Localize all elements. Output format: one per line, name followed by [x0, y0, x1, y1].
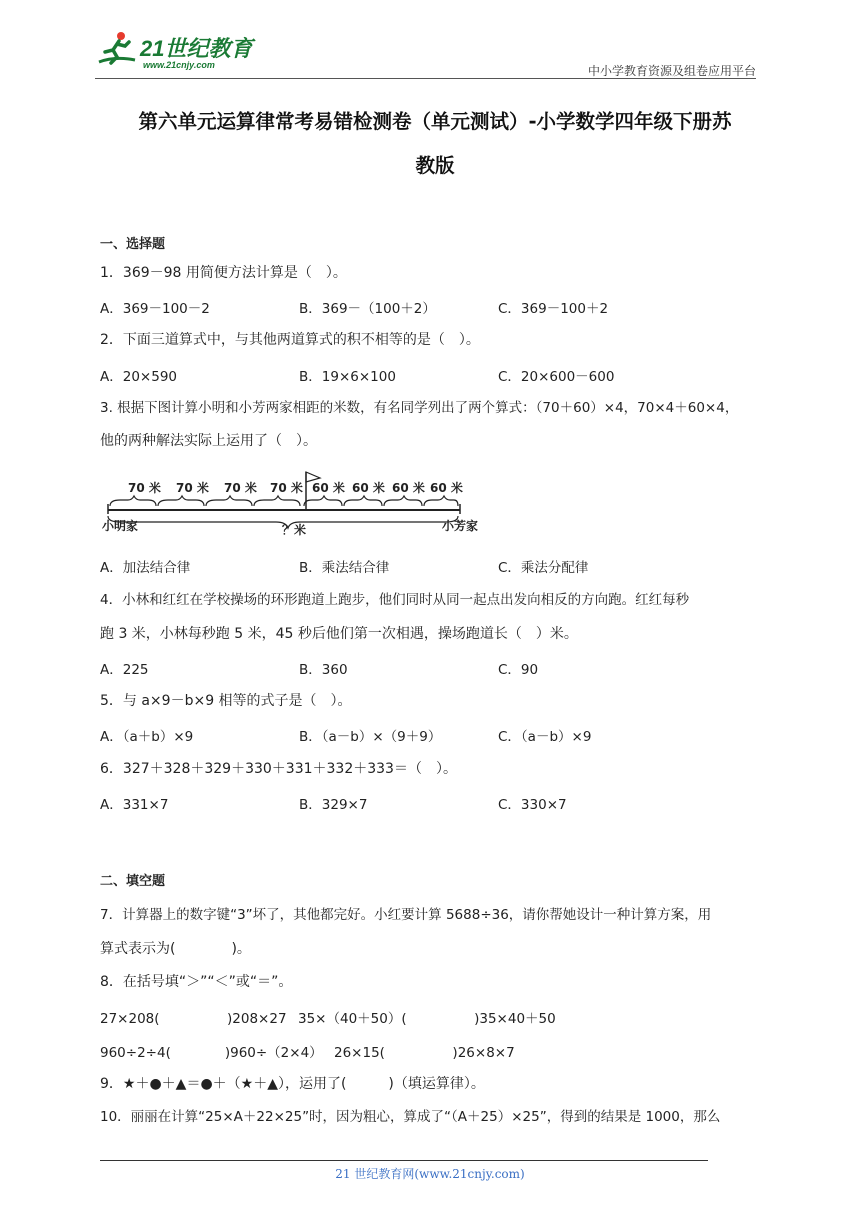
q5-option-a[interactable]: A．（a＋b）×9 — [100, 729, 194, 745]
question-7-line-1: 7．计算器上的数字键“3”坏了，其他都完好。小红要计算 5688÷36，请你帮她设计一种计算方案，用 — [100, 907, 712, 923]
segment-label-8: 60 米 — [430, 481, 463, 495]
q1-option-b[interactable]: B．369－（100＋2） — [299, 301, 436, 317]
question-6: 6．327＋328＋329＋330＋331＋332＋333＝（ ）。 — [100, 761, 457, 777]
q6-option-b[interactable]: B．329×7 — [299, 797, 368, 813]
q8-item-1: 27×208( )208×27 — [100, 1011, 287, 1027]
logo-url: www.21cnjy.com — [143, 60, 215, 70]
page-title-line-2: 教版 — [415, 154, 455, 177]
q3-option-a[interactable]: A．加法结合律 — [100, 560, 191, 576]
q4-option-b[interactable]: B．360 — [299, 662, 348, 678]
question-1: 1．369－98 用简便方法计算是（ ）。 — [100, 265, 347, 281]
page-header — [0, 0, 860, 80]
segment-label-2: 70 米 — [176, 481, 209, 495]
platform-name: 中小学教育资源及组卷应用平台 — [587, 64, 756, 78]
question-3-line-2: 他的两种解法实际上运用了（ ）。 — [100, 433, 317, 449]
logo-text: 21世纪教育 — [140, 36, 253, 61]
q3-option-b[interactable]: B．乘法结合律 — [299, 560, 390, 576]
q8-item-4: 26×15( )26×8×7 — [334, 1045, 515, 1061]
segment-label-5: 60 米 — [312, 481, 345, 495]
question-10: 10．丽丽在计算“25×A＋22×25”时，因为粗心，算成了“（A＋25）×25”，得到的结果是 1000，那么 — [100, 1109, 721, 1125]
section-heading-choice: 一、选择题 — [100, 237, 166, 252]
header-divider — [95, 78, 756, 79]
question-5: 5．与 a×9－b×9 相等的式子是（ ）。 — [100, 693, 352, 709]
q2-option-c[interactable]: C．20×600－600 — [498, 369, 615, 385]
q2-option-b[interactable]: B．19×6×100 — [299, 369, 396, 385]
segment-label-4: 70 米 — [270, 481, 303, 495]
question-4-line-1: 4．小林和红红在学校操场的环形跑道上跑步，他们同时从同一起点出发向相反的方向跑。红红每秒 — [100, 592, 690, 608]
question-9: 9．★＋●＋▲＝●＋（★＋▲），运用了( )（填运算律）。 — [100, 1076, 485, 1092]
q8-item-3: 960÷2÷4( )960÷（2×4） — [100, 1045, 323, 1061]
distance-diagram — [100, 468, 490, 542]
q3-option-c[interactable]: C．乘法分配律 — [498, 560, 589, 576]
end-label: 小芳家 — [442, 519, 479, 533]
q6-option-a[interactable]: A．331×7 — [100, 797, 169, 813]
q4-option-a[interactable]: A．225 — [100, 662, 149, 678]
segment-label-7: 60 米 — [392, 481, 425, 495]
question-8: 8．在括号填“＞”“＜”或“＝”。 — [100, 974, 293, 990]
q2-option-a[interactable]: A．20×590 — [100, 369, 177, 385]
site-logo[interactable] — [95, 30, 265, 76]
runner-logo-icon — [95, 30, 139, 70]
segment-label-3: 70 米 — [224, 481, 257, 495]
page-title-line-1: 第六单元运算律常考易错检测卷（单元测试）-小学数学四年级下册苏 — [138, 110, 732, 133]
q8-item-2: 35×（40＋50）( )35×40＋50 — [298, 1011, 556, 1027]
footer-divider — [100, 1160, 708, 1161]
question-4-line-2: 跑 3 米，小林每秒跑 5 米，45 秒后他们第一次相遇，操场跑道长（ ）米。 — [100, 626, 578, 642]
q4-option-c[interactable]: C．90 — [498, 662, 539, 678]
segment-label-6: 60 米 — [352, 481, 385, 495]
start-label: 小明家 — [102, 519, 139, 533]
q5-option-c[interactable]: C．（a－b）×9 — [498, 729, 592, 745]
section-heading-fill: 二、填空题 — [100, 874, 166, 889]
q1-option-c[interactable]: C．369－100＋2 — [498, 301, 609, 317]
question-2: 2．下面三道算式中，与其他两道算式的积不相等的是（ ）。 — [100, 332, 480, 348]
q5-option-b[interactable]: B．（a－b）×（9＋9） — [299, 729, 442, 745]
question-7-line-2: 算式表示为( )。 — [100, 941, 251, 957]
question-3-line-1: 3. 根据下图计算小明和小芳两家相距的米数，有名同学列出了两个算式：（70＋60）×4，70×4＋60×4， — [100, 400, 739, 416]
total-distance-label: ？米 — [282, 523, 307, 537]
segment-label-1: 70 米 — [128, 481, 161, 495]
q1-option-a[interactable]: A．369－100－2 — [100, 301, 210, 317]
footer-link[interactable]: 21 世纪教育网(www.21cnjy.com) — [335, 1167, 525, 1181]
q6-option-c[interactable]: C．330×7 — [498, 797, 567, 813]
